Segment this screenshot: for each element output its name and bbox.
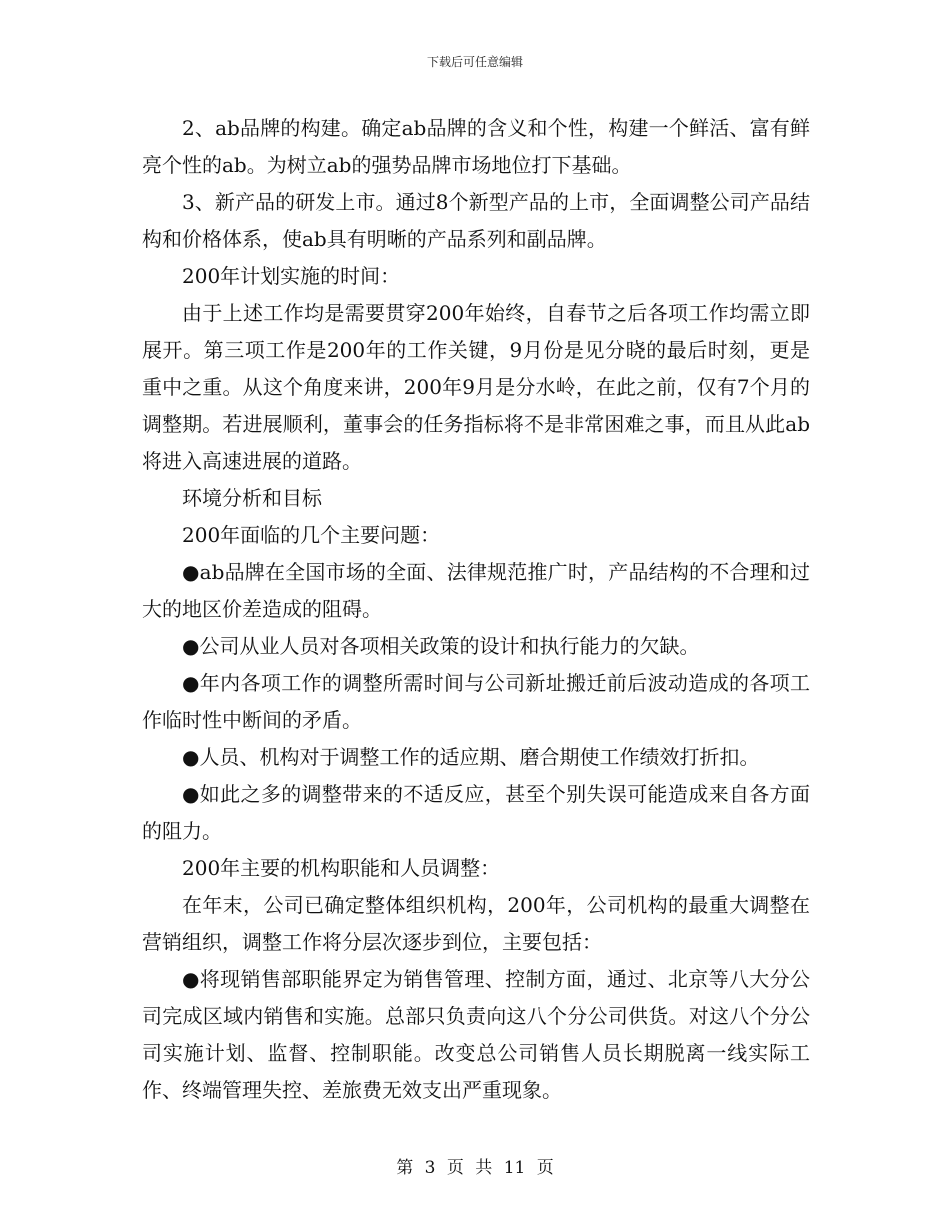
- document-body: [142, 110, 810, 1109]
- page-header: 下载后可任意编辑: [426, 55, 523, 69]
- bullet-relocation-conflict: ●年内各项工作的调整所需时间与公司新址搬迁前后波动造成的各项工作临时性中断间的矛盾。: [142, 671, 810, 732]
- paragraph-plan-time: 由于上述工作均是需要贯穿200年始终，自春节之后各项工作均需立即展开。第三项工作是200年的工作关键，9月份是见分晓的最后时刻，更是重中之重。从这个角度来讲，200年9月是分水岭，在此之前，仅有7个月的调整期。若进展顺利，董事会的任务指标将不是非常困难之事，而且从此ab将进入高速进展的道路。: [142, 301, 810, 473]
- paragraph-org-adjustment: 在年末，公司已确定整体组织机构，200年，公司机构的最重大调整在营销组织，调整工作将分层次逐步到位，主要包括：: [142, 893, 810, 954]
- bullet-resistance: ●如此之多的调整带来的不适反应，甚至个别失误可能造成来自各方面的阻力。: [142, 782, 810, 843]
- paragraph-problems-heading: 200年面临的几个主要问题：: [182, 523, 441, 547]
- paragraph-plan-time-heading: 200年计划实施的时间：: [182, 264, 401, 288]
- bullet-adaptation-period: ●人员、机构对于调整工作的适应期、磨合期使工作绩效打折扣。: [182, 745, 760, 769]
- paragraph-environment-heading: 环境分析和目标: [182, 486, 322, 510]
- page-number-footer: 第 3 页 共 11 页: [396, 1158, 554, 1178]
- paragraph-new-products: 3、新产品的研发上市。通过8个新型产品的上市，全面调整公司产品结构和价格体系，使ab具有明晰的产品系列和副品牌。: [142, 190, 810, 251]
- bullet-sales-department: ●将现销售部职能界定为销售管理、控制方面，通过、北京等八大分公司完成区域内销售和实施。总部只负责向这八个分公司供货。对这八个分公司实施计划、监督、控制职能。改变总公司销售人员长期脱离一线实际工作、终端管理失控、差旅费无效支出严重现象。: [142, 967, 810, 1102]
- paragraph-org-adjustment-heading: 200年主要的机构职能和人员调整：: [182, 856, 501, 880]
- bullet-brand-promotion: ●ab品牌在全国市场的全面、法律规范推广时，产品结构的不合理和过大的地区价差造成的阻碍。: [142, 560, 810, 621]
- bullet-staff-capability: ●公司从业人员对各项相关政策的设计和执行能力的欠缺。: [182, 634, 700, 658]
- paragraph-brand-building: 2、ab品牌的构建。确定ab品牌的含义和个性，构建一个鲜活、富有鲜亮个性的ab。为树立ab的强势品牌市场地位打下基础。: [142, 116, 810, 177]
